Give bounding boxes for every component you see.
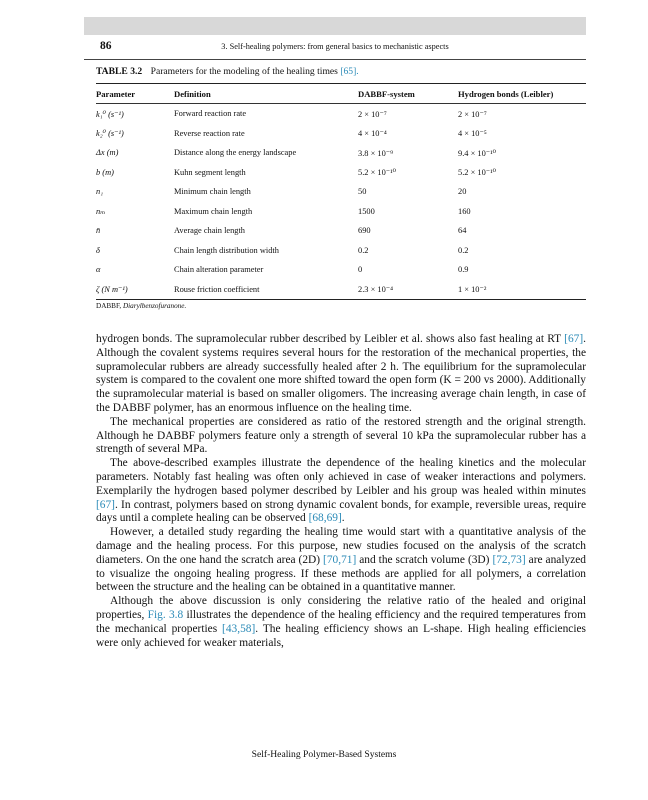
paragraph-5: Although the above discussion is only considering the relative ratio of the healed and original properties, Fig. 3.8 illustrates the dependence of the healing efficiency and the required temperatures from the mechanical properties [43,58]. The healing efficiency shows an L-shape. High healing efficiencies were only achieved for weaker materials, [96,595,586,649]
definition-cell: Average chain length [174,226,245,236]
citation-link[interactable]: [72,73] [492,553,526,566]
definition-cell: Chain length distribution width [174,245,279,255]
param-cell: k₁⁰ (s⁻¹) [96,109,124,119]
table-row [96,202,586,222]
citation-link[interactable]: [67] [564,333,584,345]
paragraph-1: hydrogen bonds. The supramolecular rubber described by Leibler et al. shows also fast healing at RT [67]. Although the covalent systems requires several hours for the restoration of the mechanical properties, the supramolecular rubbers are already successfully healed after 2 h. The equilibrium for the supramolecular system is compared to the covalent one more shifted toward the open form (K = 200 vs 2000). Additionally the supramolecular material is based on smaller oligomers. The increasing average chain length, in case of the DABBF polymer, has an enormous influence on the healing time. [96,333,586,414]
table-row [96,182,586,202]
top-bar [84,17,586,35]
dabbf-value-cell: 3.8 × 10⁻⁹ [358,148,394,158]
param-cell: α [96,265,101,275]
table-caption-ref[interactable]: [65]. [340,66,359,77]
param-cell: k₂⁰ (s⁻¹) [96,129,124,139]
table-row [96,163,586,183]
column-header: DABBF-system [358,88,415,99]
dabbf-value-cell: 0.2 [358,245,369,255]
body-text [96,333,586,650]
dabbf-value-cell: 0 [358,265,363,275]
table-row [96,241,586,261]
column-header: Parameter [96,88,136,99]
dabbf-value-cell: 5.2 × 10⁻¹⁰ [358,168,397,178]
hbonds-value-cell: 1 × 10⁻² [458,285,487,295]
table-footnote [96,302,186,310]
paragraph-2: The mechanical properties are considered as ratio of the restored strength and the original strength. Although he DABBF polymers feature only a strength of several 10 kPa the supramolecular rubber has a strength of several MPa. [96,415,586,456]
table-row [96,104,586,124]
param-cell: ζ (N m⁻¹) [96,285,128,295]
figure-link[interactable]: Fig. 3.8 [147,608,184,621]
param-cell: Δx (m) [96,148,119,158]
definition-cell: Rouse friction coefficient [174,284,260,294]
dabbf-value-cell: 690 [358,226,371,236]
hbonds-value-cell: 4 × 10⁻⁵ [458,129,487,139]
column-header: Hydrogen bonds (Leibler) [458,88,554,99]
param-cell: δ [96,245,100,255]
dabbf-value-cell: 2.3 × 10⁻⁴ [358,285,394,295]
param-cell: n₁ [96,187,104,197]
citation-link[interactable]: [43,58] [222,622,256,635]
definition-cell: Reverse reaction rate [174,128,245,138]
page-number: 86 [100,40,112,52]
definition-cell: Kuhn segment length [174,167,246,177]
table-row [96,260,586,280]
page-header [84,40,586,60]
paragraph-4: However, a detailed study regarding the healing time would start with a quantitative analysis of the damage and the healing process. For this purpose, new studies focused on the analysis of the scratch diameters. On the one hand the scratch area (2D) [70,71] and the scratch volume (3D) [72,73] are analyzed to visualize the ongoing healing progress. If these methods are applied for all polymers, a correlation between the structure and the healing can be obtained in a quantitative manner. [96,526,586,594]
citation-link[interactable]: [70,71] [323,553,357,566]
table-row [96,221,586,241]
running-title: 3. Self-healing polymers: from general basics to mechanistic aspects [221,42,449,51]
hbonds-value-cell: 0.9 [458,265,469,275]
param-cell: b (m) [96,167,114,177]
definition-cell: Distance along the energy landscape [174,148,297,158]
hbonds-value-cell: 5.2 × 10⁻¹⁰ [458,168,497,178]
hbonds-value-cell: 2 × 10⁻⁷ [458,109,487,119]
table-caption-text: Parameters for the modeling of the healing times [150,66,338,77]
hbonds-value-cell: 9.4 × 10⁻¹⁰ [458,148,497,158]
param-cell: nₘ [96,207,106,217]
definition-cell: Maximum chain length [174,206,253,216]
table-label: TABLE 3.2 [96,66,143,77]
table-row [96,143,586,163]
column-header: Definition [174,88,211,99]
dabbf-value-cell: 1500 [358,206,375,216]
dabbf-value-cell: 2 × 10⁻⁷ [358,109,387,119]
table-row [96,124,586,144]
footnote-text: Diarylbenzofuranone. [122,302,187,310]
definition-cell: Minimum chain length [174,187,251,197]
header-rule [84,59,586,60]
footnote-abbr: DABBF, [96,302,122,310]
hbonds-value-cell: 160 [458,206,471,216]
paragraph-3: The above-described examples illustrate the dependence of the healing kinetics and the molecular parameters. Notably fast healing was often only achieved in case of weaker interactions and polymers. Exemplarily the hydrogen based polymer described by Leibler and his group was healed within minutes [67]. In contrast, polymers based on strong dynamic covalent bonds, for example, reversible ureas, require days until a complete healing can be observed [68,69]. [96,457,586,525]
table-caption [96,66,359,77]
table-row [96,280,586,300]
param-cell: n̄ [96,226,101,236]
hbonds-value-cell: 0.2 [458,245,469,255]
citation-link[interactable]: [68,69] [308,512,342,525]
definition-cell: Chain alteration parameter [174,265,264,275]
hbonds-value-cell: 64 [458,226,467,236]
page-footer: Self-Healing Polymer-Based Systems [251,749,397,760]
parameters-table [96,83,586,300]
dabbf-value-cell: 50 [358,187,367,197]
table-header-row [96,84,586,104]
hbonds-value-cell: 20 [458,187,467,197]
definition-cell: Forward reaction rate [174,109,247,119]
citation-link[interactable]: [67] [96,498,115,511]
dabbf-value-cell: 4 × 10⁻⁴ [358,129,387,139]
